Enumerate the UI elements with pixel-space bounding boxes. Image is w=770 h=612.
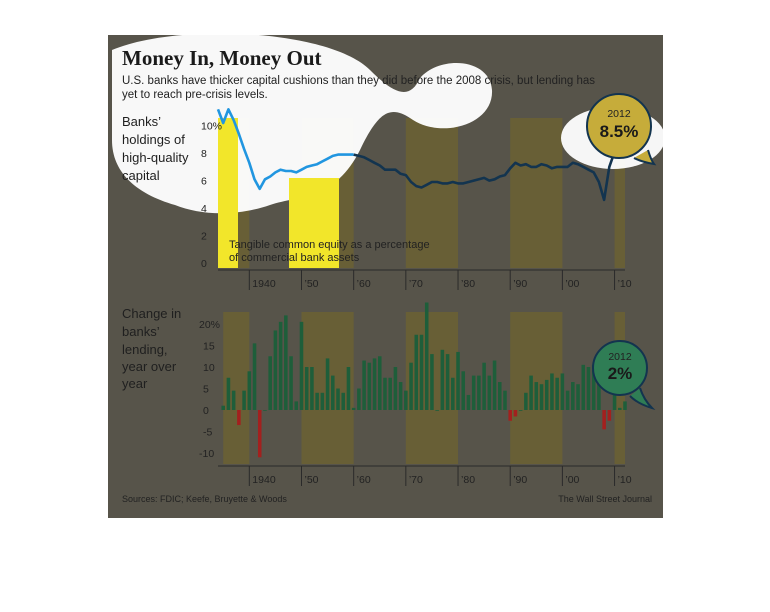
lending-bar — [435, 410, 439, 411]
lending-x-tick-label: ’90 — [513, 474, 528, 486]
lending-panel-label-line-2: banks’ — [122, 324, 160, 339]
lending-bar — [341, 393, 345, 410]
lending-bar — [493, 361, 497, 410]
chart-title: Money In, Money Out — [122, 46, 322, 70]
lending-bar — [263, 410, 267, 411]
lending-bar — [404, 391, 408, 410]
lending-bar — [284, 315, 288, 410]
lending-bar — [451, 378, 455, 410]
lending-bar — [399, 382, 403, 410]
lending-x-tick-label: 1940 — [252, 474, 276, 486]
lending-bar — [274, 330, 278, 410]
lending-bar — [540, 384, 544, 410]
lending-bar — [587, 367, 591, 410]
capital-callout-year: 2012 — [607, 108, 631, 120]
lending-x-tick-label: ’50 — [304, 474, 319, 486]
lending-bar — [488, 376, 492, 410]
lending-bar — [347, 367, 351, 410]
capital-callout-value: 8.5% — [599, 122, 639, 141]
lending-x-tick-label: ’00 — [565, 474, 580, 486]
source-note: Sources: FDIC; Keefe, Bruyette & Woods — [122, 494, 287, 504]
lending-bar — [310, 367, 314, 410]
lending-x-tick-label: ’80 — [461, 474, 476, 486]
lending-bar — [420, 335, 424, 410]
lending-bar — [300, 322, 304, 410]
chart-subtitle-line-2: yet to reach pre-crisis levels. — [122, 89, 268, 101]
lending-bar — [248, 371, 252, 410]
lending-bar — [242, 391, 246, 410]
credit-line: The Wall Street Journal — [558, 494, 652, 504]
lending-bar — [409, 363, 413, 410]
lending-x-tick-label: ’60 — [356, 474, 371, 486]
lending-bar — [529, 376, 533, 410]
lending-bar — [618, 408, 622, 410]
lending-bar — [545, 380, 549, 410]
lending-bar — [602, 410, 606, 429]
lending-bar — [331, 376, 335, 410]
lending-bar — [357, 389, 361, 411]
lending-bar — [430, 354, 434, 410]
capital-x-tick-label: ’60 — [356, 278, 371, 290]
lending-bar — [279, 322, 283, 410]
capital-x-tick-label: ’70 — [408, 278, 423, 290]
lending-bar — [336, 389, 340, 411]
lending-bar — [352, 408, 356, 410]
lending-bar — [373, 358, 377, 410]
lending-y-tick-label: 15 — [203, 340, 215, 353]
lending-bar — [232, 391, 236, 410]
lending-bar — [289, 356, 293, 410]
lending-bar — [571, 382, 575, 410]
lending-x-tick-label: ’70 — [408, 474, 423, 486]
capital-x-tick-label: ’00 — [565, 278, 580, 290]
lending-bar — [566, 391, 570, 410]
decade-band-top — [510, 118, 562, 268]
lending-bar — [461, 371, 465, 410]
lending-bar — [221, 406, 225, 410]
highlight-strip-mid-top — [289, 178, 339, 202]
lending-bar — [321, 393, 325, 410]
lending-panel-label-line-4: year over — [122, 359, 177, 374]
capital-note-line-2: of commercial bank assets — [229, 252, 360, 264]
lending-bar — [467, 395, 471, 410]
lending-bar — [608, 410, 612, 421]
lending-bar — [362, 361, 366, 410]
capital-y-tick-label: 6 — [201, 175, 207, 188]
lending-bar — [388, 378, 392, 410]
lending-bar — [258, 410, 262, 457]
lending-bar — [315, 393, 319, 410]
lending-bar — [535, 382, 539, 410]
lending-bar — [415, 335, 419, 410]
capital-x-tick-label: 1940 — [252, 278, 276, 290]
capital-panel-label-line-3: high-quality — [122, 150, 189, 165]
lending-bar — [253, 343, 257, 410]
lending-bar — [326, 358, 330, 410]
lending-y-tick-label: -10 — [199, 448, 215, 460]
lending-bar — [514, 410, 518, 416]
lending-bar — [498, 382, 502, 410]
lending-bar — [368, 363, 372, 410]
capital-y-tick-label: 2 — [201, 230, 207, 243]
chart-subtitle-line-1: U.S. banks have thicker capital cushions than they did before the 2008 crisis, but lending has — [122, 75, 596, 87]
lending-panel-label-line-5: year — [122, 376, 148, 391]
capital-note-line-1: Tangible common equity as a percentage — [229, 239, 430, 251]
lending-bar — [383, 378, 387, 410]
lending-bar — [394, 367, 398, 410]
lending-bar — [561, 373, 565, 410]
lending-y-tick-label: 0 — [203, 405, 209, 417]
lending-panel-label-line-1: Change in — [122, 306, 182, 321]
capital-panel-label-line-1: Banks’ — [122, 114, 162, 129]
capital-x-tick-label: ’50 — [304, 278, 319, 290]
lending-y-tick-label: 20% — [199, 319, 221, 331]
lending-y-tick-label: -5 — [203, 426, 213, 439]
lending-y-tick-label: 10 — [203, 362, 215, 374]
lending-bar — [503, 391, 507, 410]
lending-panel-label-line-3: lending, — [122, 342, 168, 357]
capital-x-tick-label: ’80 — [461, 278, 476, 290]
lending-bar — [441, 350, 445, 410]
lending-x-tick-label: ’10 — [617, 474, 632, 486]
lending-bar — [524, 393, 528, 410]
capital-y-tick-label: 8 — [201, 148, 207, 161]
lending-bar — [227, 378, 231, 410]
lending-bar — [576, 384, 580, 410]
lending-bar — [294, 401, 298, 410]
capital-y-tick-label: 0 — [201, 258, 207, 270]
lending-callout-value: 2% — [607, 364, 633, 383]
lending-bar — [482, 363, 486, 410]
lending-bar — [305, 367, 309, 410]
lending-bar — [550, 373, 554, 410]
capital-x-tick-label: ’10 — [617, 278, 632, 290]
capital-y-tick-label: 10% — [201, 120, 223, 133]
lending-bar — [456, 352, 460, 410]
capital-panel-label-line-2: holdings of — [122, 132, 185, 147]
lending-bar — [446, 354, 450, 410]
lending-bar — [472, 376, 476, 410]
lending-callout-year: 2012 — [608, 351, 632, 363]
lending-bar — [555, 378, 559, 410]
lending-bar — [378, 356, 382, 410]
capital-panel-label-line-4: capital — [122, 168, 160, 183]
lending-bar — [425, 303, 429, 411]
lending-bar — [581, 365, 585, 410]
lending-bar — [237, 410, 241, 425]
lending-bar — [268, 356, 272, 410]
lending-bar — [623, 401, 627, 410]
lending-bar — [508, 410, 512, 421]
lending-bar — [477, 376, 481, 410]
lending-y-tick-label: 5 — [203, 383, 209, 396]
lending-bar — [519, 410, 523, 411]
capital-x-tick-label: ’90 — [513, 278, 528, 290]
capital-y-tick-label: 4 — [201, 203, 207, 216]
